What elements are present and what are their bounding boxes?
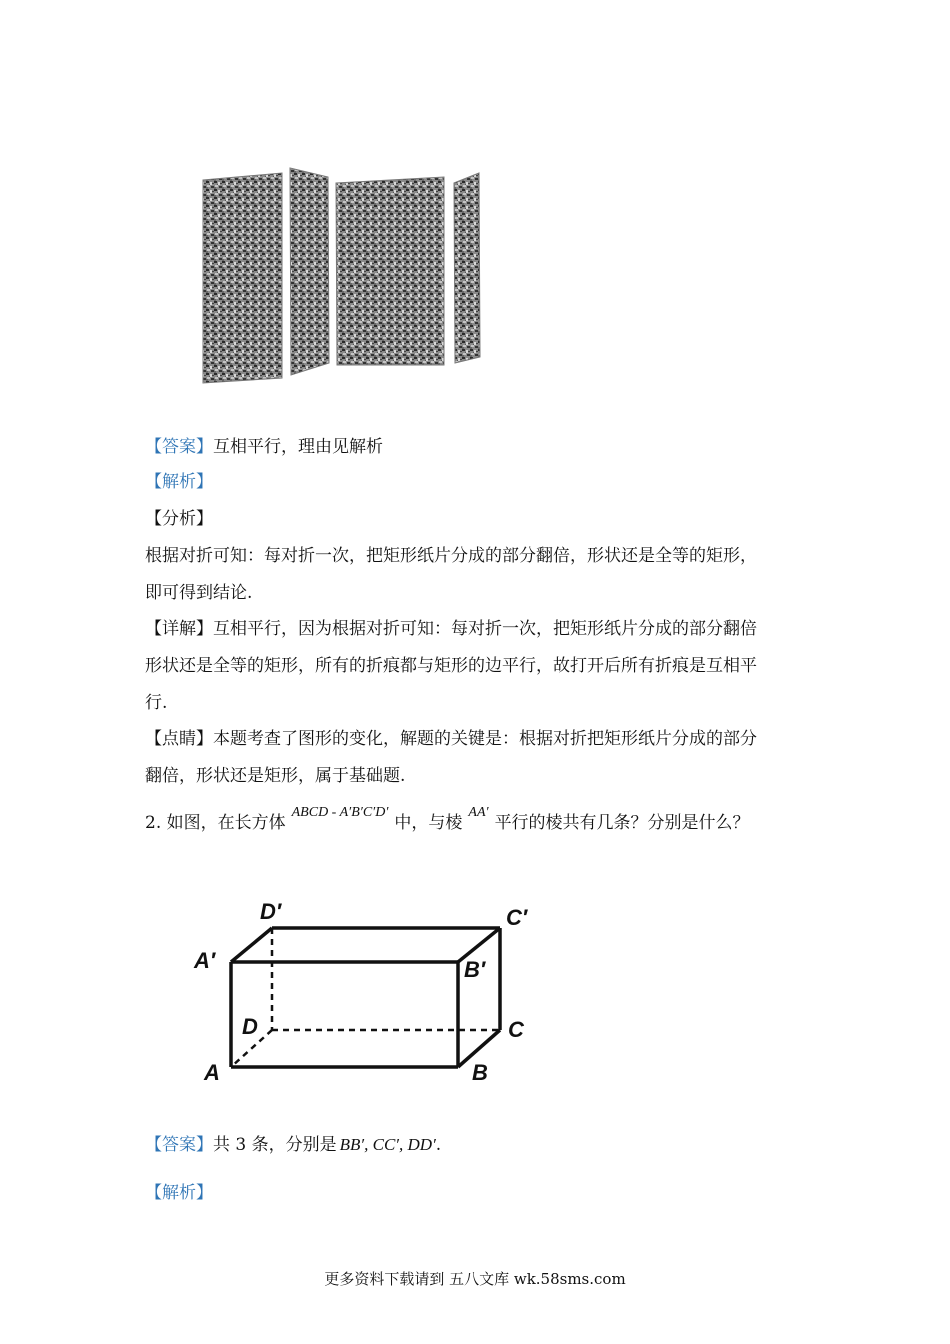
comment-tag: 【点睛】: [145, 729, 213, 749]
q2-answer-prefix: 共 3 条，分别是: [213, 1135, 337, 1155]
q2-mid: 中，与棱: [394, 813, 463, 833]
q2-analysis-tag: 【解析】: [145, 1183, 213, 1203]
analysis-tag: 【解析】: [145, 472, 213, 492]
q1-detail-line1: [145, 619, 825, 639]
q1-analysis-line: [145, 472, 825, 492]
panel-2: [290, 168, 329, 375]
label-C1: C′: [506, 905, 528, 930]
fenxi-tag: 【分析】: [145, 509, 213, 529]
label-A: A: [204, 1060, 220, 1085]
label-A1: A′: [194, 948, 216, 973]
q2-analysis-line: [145, 1183, 825, 1203]
q2-answer-edges: BB′, CC′, DD′: [339, 1135, 436, 1154]
q2-suffix: 平行的棱共有几条？分别是什么？: [494, 813, 750, 833]
q1-detail-line2: 形状还是全等的矩形，所有的折痕都与矩形的边平行，故打开后所有折痕是互相平: [145, 656, 757, 676]
answer-text: 互相平行，理由见解析: [213, 437, 383, 457]
q1-fenxi-line2: 即可得到结论.: [145, 583, 253, 603]
q2-question: [145, 805, 825, 835]
q1-comment-line2: 翻倍，形状还是矩形，属于基础题.: [145, 766, 406, 786]
folded-paper-image: [198, 165, 488, 390]
label-D1: D′: [260, 899, 282, 924]
q1-answer-line: [145, 437, 825, 457]
label-B: B: [472, 1060, 488, 1085]
detail-tag: 【详解】: [145, 619, 213, 639]
label-D: D: [242, 1014, 258, 1039]
cuboid-figure: [190, 895, 550, 1090]
q2-edge: AA′: [468, 805, 489, 820]
detail-text-1: 互相平行，因为根据对折可知：每对折一次，把矩形纸片分成的部分翻倍: [213, 619, 757, 639]
panel-1: [203, 173, 282, 383]
label-B1: B′: [464, 957, 486, 982]
q1-fenxi-line1: 根据对折可知：每对折一次，把矩形纸片分成的部分翻倍，形状还是全等的矩形，: [145, 546, 757, 566]
q2-solid: ABCD - A′B′C′D′: [291, 805, 389, 820]
q2-answer-end: .: [435, 1135, 442, 1155]
page-footer: 更多资料下载请到 五八文库 wk.58sms.com: [324, 1270, 626, 1288]
q2-answer-line: [145, 1135, 825, 1155]
label-C: C: [508, 1017, 524, 1042]
panel-3: [336, 177, 444, 365]
comment-text-1: 本题考查了图形的变化，解题的关键是：根据对折把矩形纸片分成的部分: [213, 729, 757, 749]
panel-4: [454, 173, 480, 363]
q2-answer-tag: 【答案】: [145, 1135, 213, 1155]
q1-fenxi-tag-line: [145, 509, 825, 529]
q1-comment-line1: [145, 729, 825, 749]
q1-detail-line3: 行.: [145, 693, 168, 713]
q2-prefix: 2. 如图，在长方体: [145, 813, 286, 833]
answer-tag: 【答案】: [145, 437, 213, 457]
